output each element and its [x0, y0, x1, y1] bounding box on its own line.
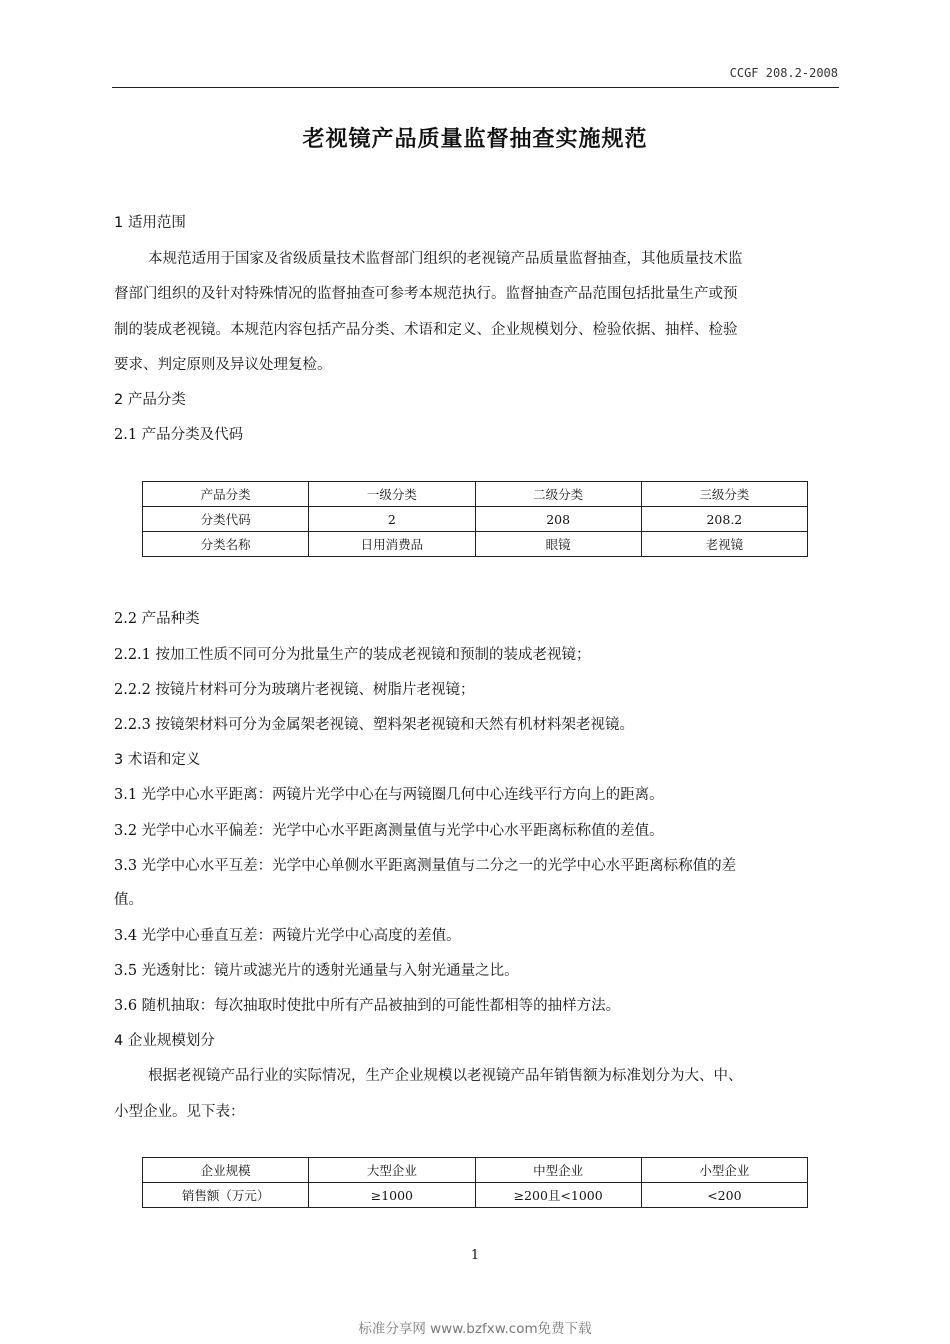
definition-item: 3.2 光学中心水平偏差：光学中心水平距离测量值与光学中心水平距离标称值的差值。 [114, 823, 664, 839]
table-cell: <200 [641, 1183, 807, 1208]
header-rule [112, 87, 839, 88]
table-cell: 大型企业 [309, 1158, 475, 1183]
section-2-heading: 2 产品分类 [114, 392, 186, 408]
table-row [143, 1183, 808, 1208]
page-number: 1 [470, 1248, 480, 1263]
header-code: CCGF 208.2-2008 [729, 66, 838, 80]
table-cell: 销售额（万元） [143, 1183, 309, 1208]
table-cell: 分类代码 [143, 507, 309, 532]
table-cell: 208 [475, 507, 641, 532]
definition-item: 值。 [114, 892, 143, 908]
definition-item: 3.1 光学中心水平距离：两镜片光学中心在与两镜圈几何中心连线平行方向上的距离。 [114, 787, 664, 803]
table-row [143, 1158, 808, 1183]
table-cell: 眼镜 [475, 532, 641, 557]
table-cell: 日用消费品 [309, 532, 475, 557]
definition-item: 3.3 光学中心水平互差：光学中心单侧水平距离测量值与二分之一的光学中心水平距离标称值的差 [114, 858, 737, 874]
table-cell: 老视镜 [641, 532, 807, 557]
section-1-para-line: 本规范适用于国家及省级质量技术监督部门组织的老视镜产品质量监督抽查，其他质量技术监 [148, 251, 743, 267]
list-item: 2.2.1 按加工性质不同可分为批量生产的装成老视镜和预制的装成老视镜； [114, 647, 591, 663]
product-classification-table [142, 481, 808, 557]
section-4-para-line: 小型企业。见下表： [114, 1104, 245, 1120]
watermark-link[interactable]: 标准分享网 www.bzfxw.com免费下载 [358, 1321, 592, 1337]
section-1-para-line: 要求、判定原则及异议处理复检。 [114, 357, 332, 373]
definition-item: 3.5 光透射比：镜片或滤光片的透射光通量与入射光通量之比。 [114, 963, 519, 979]
section-1-para-line: 督部门组织的及针对特殊情况的监督抽查可参考本规范执行。监督抽查产品范围包括批量生产或预 [114, 286, 738, 302]
subsection-2-1: 2.1 产品分类及代码 [114, 427, 244, 443]
list-item: 2.2.2 按镜片材料可分为玻璃片老视镜、树脂片老视镜； [114, 682, 475, 698]
table-cell: 中型企业 [475, 1158, 641, 1183]
table-row [143, 482, 808, 507]
section-1-para-line: 制的装成老视镜。本规范内容包括产品分类、术语和定义、企业规模划分、检验依据、抽样、检验 [114, 322, 738, 338]
section-3-heading: 3 术语和定义 [114, 752, 201, 768]
table-cell: 企业规模 [143, 1158, 309, 1183]
table-row [143, 507, 808, 532]
table-cell: ≥200且<1000 [475, 1183, 641, 1208]
table-cell: 小型企业 [641, 1158, 807, 1183]
section-1-heading: 1 适用范围 [114, 215, 186, 231]
section-4-para-line: 根据老视镜产品行业的实际情况，生产企业规模以老视镜产品年销售额为标准划分为大、中、 [148, 1068, 743, 1084]
table-cell: 三级分类 [641, 482, 807, 507]
definition-item: 3.6 随机抽取：每次抽取时使批中所有产品被抽到的可能性都相等的抽样方法。 [114, 998, 621, 1014]
enterprise-scale-table [142, 1157, 808, 1208]
subsection-2-2: 2.2 产品种类 [114, 611, 200, 627]
table-row [143, 532, 808, 557]
definition-item: 3.4 光学中心垂直互差：两镜片光学中心高度的差值。 [114, 928, 461, 944]
page-title: 老视镜产品质量监督抽查实施规范 [302, 127, 648, 152]
table-cell: 一级分类 [309, 482, 475, 507]
list-item: 2.2.3 按镜架材料可分为金属架老视镜、塑料架老视镜和天然有机材料架老视镜。 [114, 717, 635, 733]
section-4-heading: 4 企业规模划分 [114, 1033, 215, 1049]
table-cell: 产品分类 [143, 482, 309, 507]
table-cell: 2 [309, 507, 475, 532]
table-cell: 分类名称 [143, 532, 309, 557]
table-cell: 208.2 [641, 507, 807, 532]
table-cell: ≥1000 [309, 1183, 475, 1208]
table-cell: 二级分类 [475, 482, 641, 507]
